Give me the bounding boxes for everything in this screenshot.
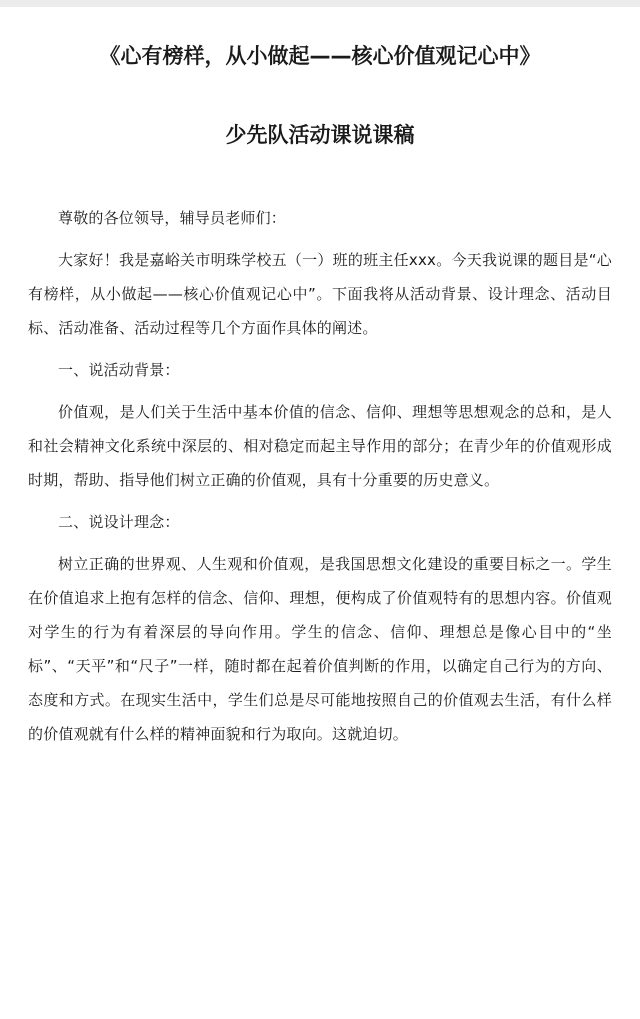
background-paragraph: 价值观，是人们关于生活中基本价值的信念、信仰、理想等思想观念的总和，是人和社会精神文化系统中深层的、相对稳定而起主导作用的部分；在青少年的价值观形成时期，帮助、指导他们树立正确的价值观，具有十分重要的历史意义。 (28, 403, 612, 489)
design-paragraph: 树立正确的世界观、人生观和价值观，是我国思想文化建设的重要目标之一。学生在价值追求上抱有怎样的信念、信仰、理想，便构成了价值观特有的思想内容。价值观对学生的行为有着深层的导向作用。学生的信念、信仰、理想总是像心目中的“坐标”、“天平”和“尺子”一样，随时都在起着价值判断的作用，以确定自己行为的方向、态度和方式。在现实生活中，学生们总是尽可能地按照自己的价值观去生活，有什么样的价值观就有什么样的精神面貌和行为取向。这就迫切。 (28, 555, 612, 743)
document-body (28, 201, 612, 759)
document-subtitle: 少先队活动课说课稿 (225, 123, 415, 147)
intro-paragraph: 大家好！我是嘉峪关市明珠学校五（一）班的班主任xxx。今天我说课的题目是“心有榜样，从小做起——核心价值观记心中”。下面我将从活动背景、设计理念、活动目标、活动准备、活动过程等几个方面作具体的阐述。 (28, 251, 612, 337)
salutation-paragraph: 尊敬的各位领导，辅导员老师们： (58, 209, 287, 227)
section-heading-background: 一、说活动背景： (58, 361, 180, 379)
document-title: 《心有榜样，从小做起——核心价值观记心中》 (99, 44, 541, 68)
top-edge-strip (0, 0, 640, 7)
section-heading-design: 二、说设计理念： (58, 513, 180, 531)
